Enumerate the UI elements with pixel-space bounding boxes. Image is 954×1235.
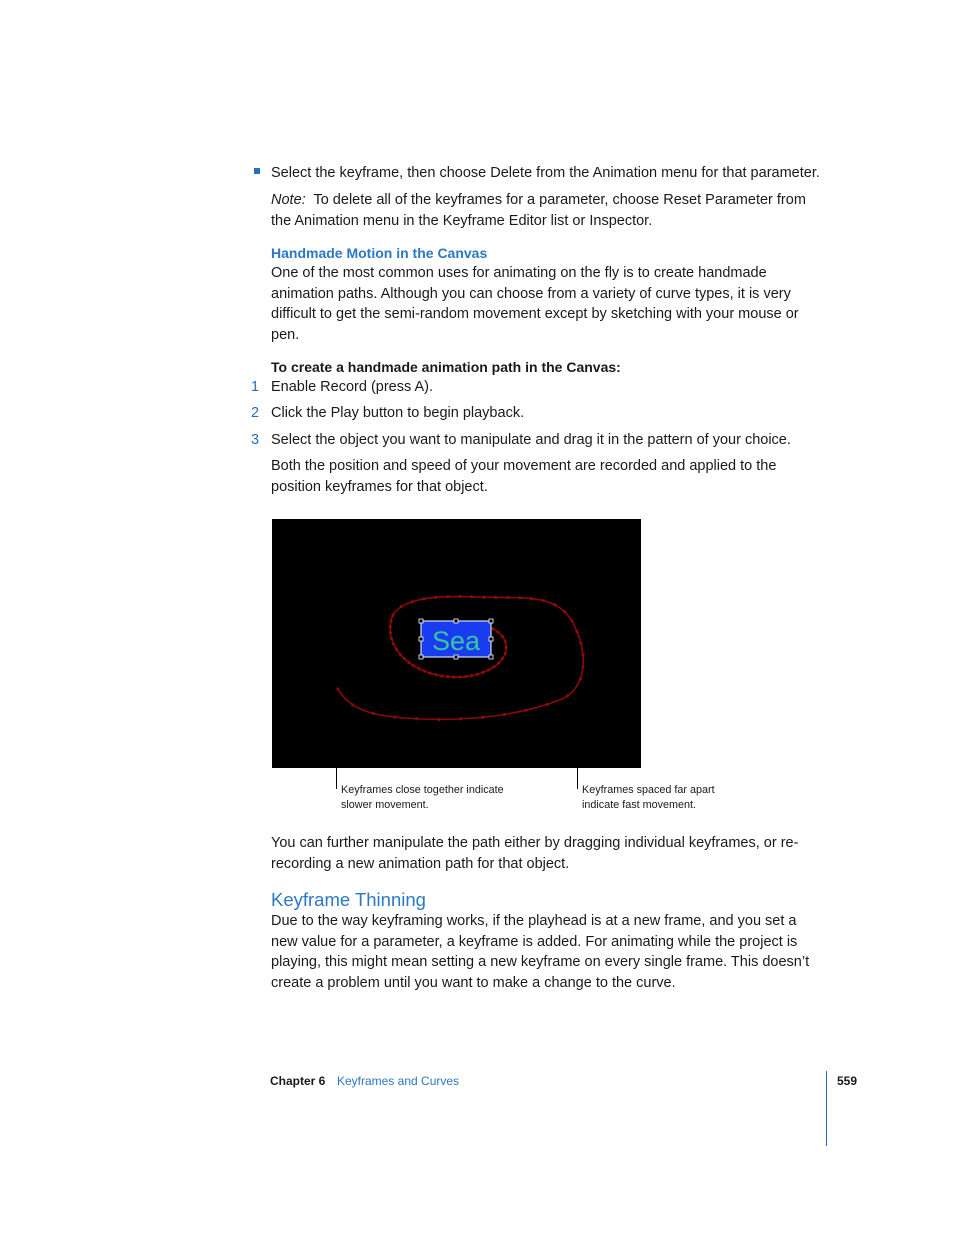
keyframe-dot[interactable] — [336, 687, 339, 690]
footer-chapter: Chapter 6 — [270, 1074, 326, 1088]
keyframe-dot[interactable] — [570, 619, 573, 622]
keyframe-dot[interactable] — [470, 595, 473, 598]
keyframe-dot[interactable] — [487, 668, 490, 671]
keyframe-dot[interactable] — [464, 675, 467, 678]
keyframe-dot[interactable] — [494, 596, 497, 599]
section-heading-keyframe-thinning: Keyframe Thinning — [271, 889, 426, 910]
sea-object-label: Sea — [432, 626, 481, 656]
keyframe-dot[interactable] — [492, 665, 495, 668]
callout-line-left — [336, 692, 337, 789]
keyframe-dot[interactable] — [389, 619, 392, 622]
keyframe-dot[interactable] — [470, 674, 473, 677]
after-figure-paragraph: You can further manipulate the path either by dragging individual keyframes, or re-recording a new animation path for that object. — [271, 835, 799, 872]
step-number-2: 2 — [251, 405, 260, 421]
keyframe-dot[interactable] — [504, 652, 507, 655]
keyframe-dot[interactable] — [566, 694, 569, 697]
keyframe-dot[interactable] — [482, 596, 485, 599]
keyframe-dot[interactable] — [518, 596, 521, 599]
section-heading-handmade-motion: Handmade Motion in the Canvas — [271, 245, 488, 261]
keyframe-dot[interactable] — [399, 653, 402, 656]
keyframe-dot[interactable] — [501, 635, 504, 638]
keyframe-dot[interactable] — [446, 675, 449, 678]
keyframe-dot[interactable] — [524, 709, 527, 712]
keyframe-markers — [336, 595, 584, 721]
keyframe-dot[interactable] — [458, 595, 461, 598]
keyframe-dot[interactable] — [400, 605, 403, 608]
keyframe-dot[interactable] — [423, 670, 426, 673]
keyframe-dot[interactable] — [458, 675, 461, 678]
keyframe-dot[interactable] — [395, 648, 398, 651]
keyframe-dot[interactable] — [390, 637, 393, 640]
keyframe-dot[interactable] — [579, 677, 582, 680]
keyframe-dot[interactable] — [481, 716, 484, 719]
keyframe-dot[interactable] — [496, 630, 499, 633]
animation-path — [338, 597, 583, 720]
step-number-1: 1 — [251, 379, 260, 395]
step-number-3: 3 — [251, 432, 260, 448]
animation-path-illustration — [272, 519, 641, 768]
footer-divider — [826, 1071, 827, 1146]
procedure-title: To create a handmade animation path in the Canvas: — [271, 359, 621, 375]
note-paragraph — [271, 190, 823, 231]
callout-slow-movement: Keyframes close together indicate slower movement. — [341, 784, 504, 811]
keyframe-dot[interactable] — [440, 674, 443, 677]
keyframe-dot[interactable] — [497, 662, 500, 665]
keyframe-dot[interactable] — [579, 642, 582, 645]
keyframe-dot[interactable] — [581, 653, 584, 656]
keyframe-dot[interactable] — [491, 627, 494, 630]
page-number: 559 — [837, 1074, 858, 1088]
keyframe-dot[interactable] — [503, 713, 506, 716]
keyframe-dot[interactable] — [530, 597, 533, 600]
section-body-handmade-motion: One of the most common uses for animating on the fly is to create handmade animation paths. Although you can choose from a variety of curve types, it is very difficult to get the semi-random movement except by sketching with your mouse or pen. — [271, 265, 799, 343]
keyframe-dot[interactable] — [482, 671, 485, 674]
keyframe-dot[interactable] — [422, 597, 425, 600]
section-body-keyframe-thinning: Due to the way keyframing works, if the playhead is at a new frame, and you set a new value for a parameter, a keyframe is added. For animating while the project is playing, this might mean setting a new keyframe on every single frame. This doesn’t create a problem until you want to make a change to the curve. — [271, 913, 810, 991]
canvas-screenshot — [272, 519, 641, 768]
step-text-2: Click the Play button to begin playback. — [271, 405, 525, 421]
keyframe-dot[interactable] — [575, 630, 578, 633]
step-result: Both the position and speed of your movement are recorded and applied to the position keyframes for that object. — [271, 458, 777, 495]
step-text-1: Enable Record (press A). — [271, 379, 433, 395]
bullet-text: Select the keyframe, then choose Delete from the Animation menu for that parameter. — [271, 165, 820, 181]
keyframe-dot[interactable] — [505, 646, 508, 649]
keyframe-dot[interactable] — [581, 665, 584, 668]
keyframe-dot[interactable] — [553, 603, 556, 606]
keyframe-dot[interactable] — [351, 703, 354, 706]
keyframe-dot[interactable] — [389, 625, 392, 628]
keyframe-dot[interactable] — [411, 600, 414, 603]
keyframe-dot[interactable] — [393, 715, 396, 718]
keyframe-dot[interactable] — [459, 717, 462, 720]
keyframe-dot[interactable] — [415, 717, 418, 720]
keyframe-dot[interactable] — [407, 661, 410, 664]
keyframe-dot[interactable] — [501, 657, 504, 660]
keyframe-dot[interactable] — [504, 640, 507, 643]
keyframe-dot[interactable] — [563, 610, 566, 613]
keyframe-dot[interactable] — [434, 596, 437, 599]
keyframe-dot[interactable] — [434, 673, 437, 676]
note-label: Note: — [271, 192, 306, 208]
footer-chapter-title: Keyframes and Curves — [337, 1074, 460, 1088]
keyframe-dot[interactable] — [392, 643, 395, 646]
keyframe-dot[interactable] — [506, 596, 509, 599]
note-text: To delete all of the keyframes for a parameter, choose Reset Parameter from the Animation menu in the Keyframe Editor list or Inspector. — [271, 192, 806, 229]
keyframe-dot[interactable] — [429, 672, 432, 675]
callout-line-right — [577, 697, 578, 789]
keyframe-dot[interactable] — [389, 631, 392, 634]
keyframe-dot[interactable] — [542, 599, 545, 602]
bullet-marker — [254, 168, 260, 174]
step-text-3: Select the object you want to manipulate and drag it in the pattern of your choice. — [271, 432, 791, 448]
keyframe-dot[interactable] — [437, 718, 440, 721]
keyframe-dot[interactable] — [417, 667, 420, 670]
keyframe-dot[interactable] — [452, 676, 455, 679]
keyframe-dot[interactable] — [446, 595, 449, 598]
keyframe-dot[interactable] — [476, 673, 479, 676]
keyframe-dot[interactable] — [371, 712, 374, 715]
keyframe-dot[interactable] — [391, 614, 394, 617]
keyframe-dot[interactable] — [412, 664, 415, 667]
keyframe-dot[interactable] — [403, 657, 406, 660]
callout-fast-movement: Keyframes spaced far apart indicate fast movement. — [582, 784, 715, 811]
keyframe-dot[interactable] — [546, 703, 549, 706]
